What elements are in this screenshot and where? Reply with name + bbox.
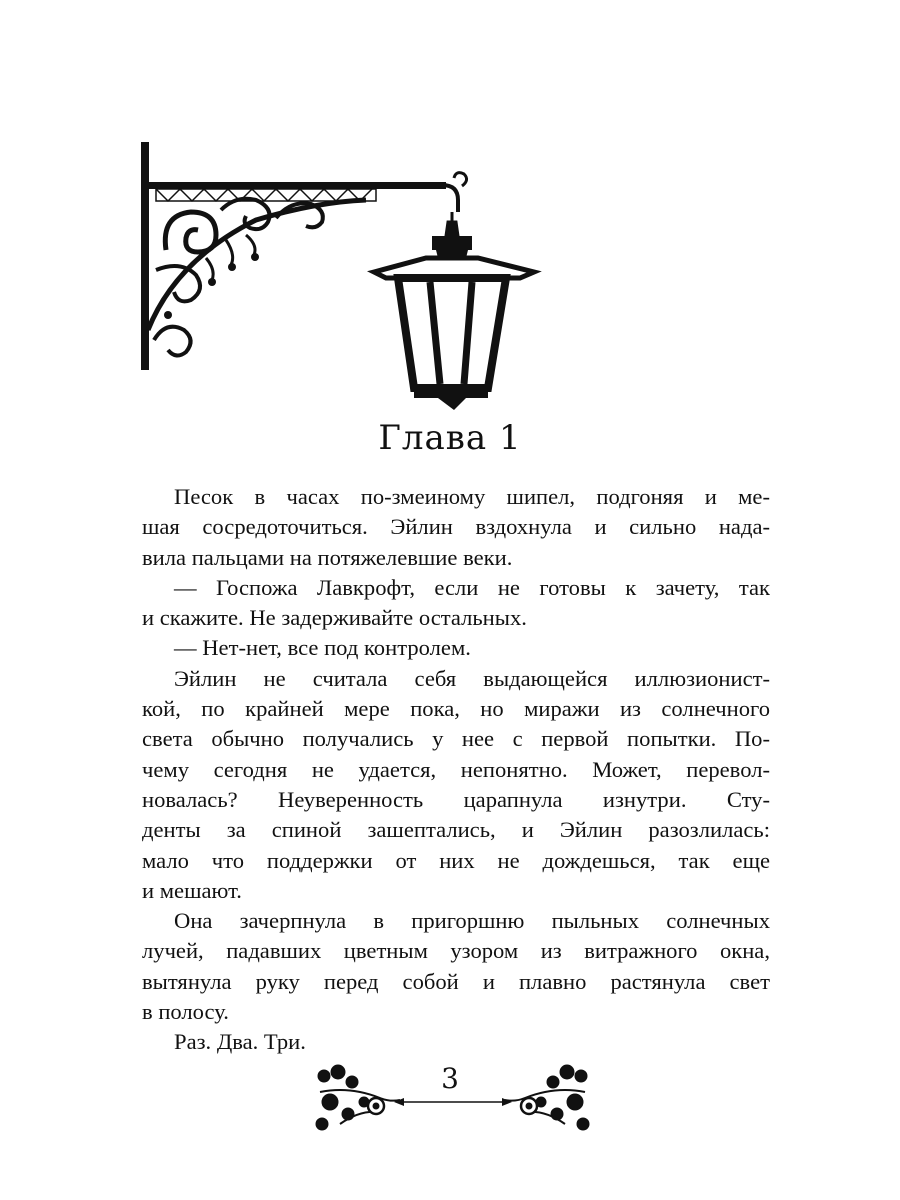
body-line: новалась? Неуверенность царапнула изнутри. Сту- [142, 786, 770, 812]
lantern-wall-post [141, 142, 149, 370]
lantern-finial [446, 212, 458, 236]
body-line: Эйлин не считала себя выдающейся иллюзионист- [174, 665, 770, 691]
body-line: лучей, падавших цветным узором из витражного окна, [142, 938, 770, 964]
body-line: света обычно получались у нее с первой попытки. По- [142, 726, 770, 752]
lantern-bracket-hook [442, 185, 458, 212]
lantern-scroll-ornament [165, 212, 216, 252]
body-line: в полосу. [142, 999, 229, 1025]
body-line: кой, по крайней мере пока, но миражи из солнечного [142, 696, 770, 722]
body-line: — Нет-нет, все под контролем. [174, 635, 471, 661]
body-line: шая сосредоточиться. Эйлин вздохнула и сильно нада- [142, 514, 770, 540]
lantern-bracket-arm [146, 182, 446, 189]
body-line: вытянула руку перед собой и плавно растянула свет [142, 968, 770, 994]
body-line: Она зачерпнула в пригоршню пыльных солнечных [174, 908, 770, 934]
body-line: чему сегодня не удается, непонятно. Может, перевол- [142, 756, 770, 782]
body-line: Песок в часах по-змеиному шипел, подгоняя и ме- [174, 484, 770, 509]
body-line: Раз. Два. Три. [174, 1029, 306, 1055]
page-number: 3 [441, 1062, 459, 1095]
chapter-title: Глава 1 [378, 418, 522, 458]
body-line: и мешают. [142, 877, 242, 903]
body-text [142, 482, 770, 1058]
body-line: — Госпожа Лавкрофт, если не готовы к зачету, так [174, 574, 770, 600]
lantern-cage [398, 278, 506, 388]
body-line: денты за спиной зашептались, и Эйлин разозлилась: [142, 817, 770, 843]
body-line: вила пальцами на потяжелевшие веки. [142, 544, 513, 570]
street-lantern-illustration [136, 140, 546, 415]
body-line: мало что поддержки от них не дождешься, так еще [142, 847, 770, 873]
body-line: и скажите. Не задерживайте остальных. [142, 605, 527, 631]
